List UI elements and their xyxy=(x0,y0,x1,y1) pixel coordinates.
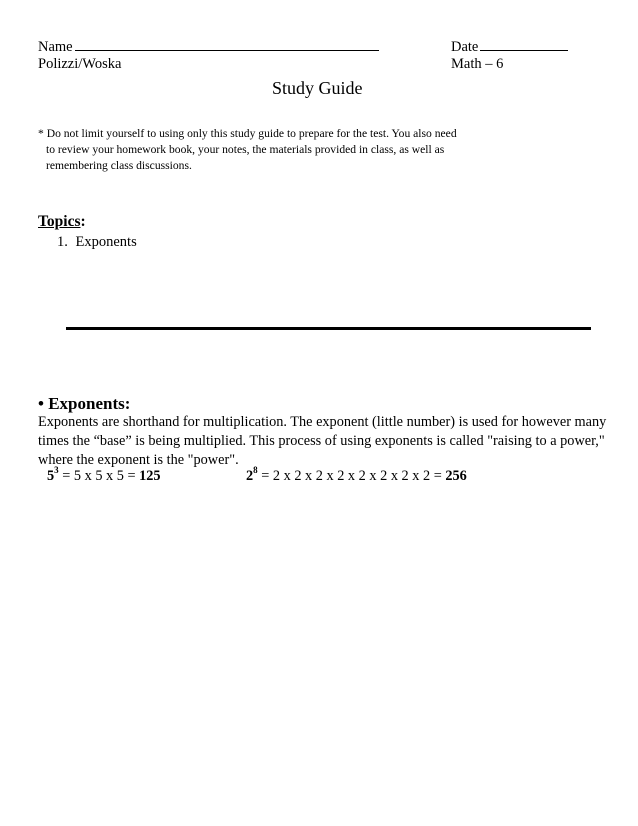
date-field xyxy=(451,38,568,56)
name-blank-line[interactable] xyxy=(75,38,379,51)
example-1-base: 5 xyxy=(47,468,55,484)
topics-heading-text: Topics xyxy=(38,213,81,230)
date-blank-line[interactable] xyxy=(480,38,568,51)
example-2-result: 256 xyxy=(445,468,467,484)
study-note-line-3: remembering class discussions. xyxy=(46,159,192,172)
page-title: Study Guide xyxy=(272,78,363,98)
date-label: Date xyxy=(451,39,479,55)
name-field xyxy=(38,38,379,56)
example-1-exponent: 3 xyxy=(54,465,59,476)
bullet-icon: • xyxy=(38,394,44,413)
example-1-result: 125 xyxy=(139,468,161,484)
exponent-example-1 xyxy=(47,465,161,485)
study-note-line-2: to review your homework book, your notes, the materials provided in class, as well as xyxy=(46,143,445,156)
example-2-exponent: 8 xyxy=(253,465,258,476)
teacher-names: Polizzi/Woska xyxy=(38,56,122,72)
example-1-expansion: = 5 x 5 x 5 = xyxy=(58,468,140,484)
topics-heading-colon: : xyxy=(80,213,86,230)
topic-list-item xyxy=(57,234,137,251)
section-divider xyxy=(66,327,591,330)
exponent-example-2 xyxy=(246,465,467,485)
exponents-paragraph: Exponents are shorthand for multiplication. The exponent (little number) is used for however many times the “base” is being multiplied. This process of using exponents is called "raising to a power," where the exponent is the "power". xyxy=(38,414,607,468)
course-name: Math – 6 xyxy=(451,56,504,72)
example-2-base: 2 xyxy=(246,468,254,484)
example-2-expansion: = 2 x 2 x 2 x 2 x 2 x 2 x 2 x 2 = xyxy=(257,468,446,484)
topic-item-number: 1. xyxy=(57,234,68,250)
name-label: Name xyxy=(38,39,73,55)
topic-item-label: Exponents xyxy=(75,234,137,250)
exponents-section-heading xyxy=(38,394,130,414)
study-note-line-1: * Do not limit yourself to using only this study guide to prepare for the test. You also need xyxy=(38,127,457,140)
exponents-heading-text: Exponents: xyxy=(48,394,131,413)
topics-heading xyxy=(38,213,86,231)
